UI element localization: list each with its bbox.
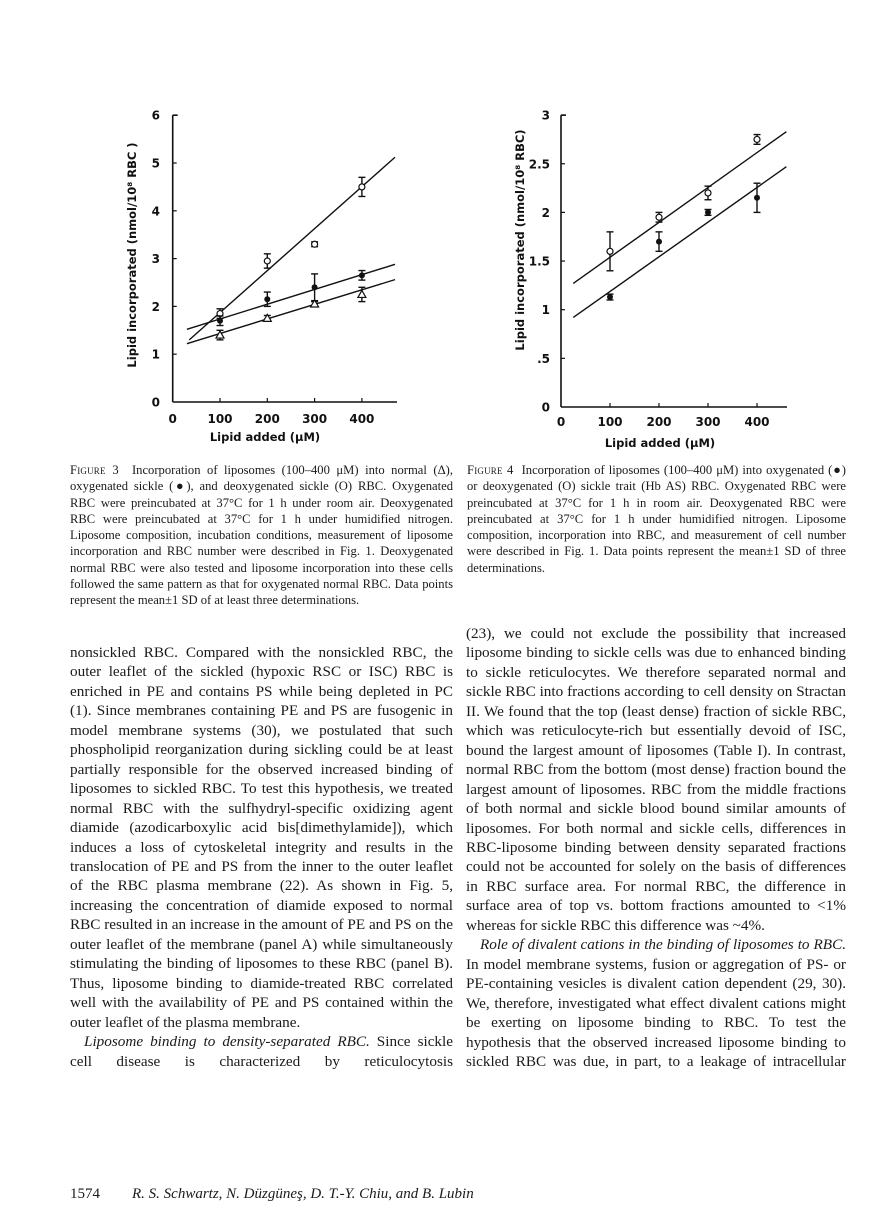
- y-axis-label: Lipid incorporated (nmol/10⁸ RBC ): [125, 142, 139, 368]
- regression-line: [573, 167, 786, 318]
- figure-3-caption-text: Incorporation of liposomes (100–400 μM) into normal (Δ), oxygenated sickle (●), and deoxygenated sickle (O) RBC. Oxygenated RBC were preincubated at 37°C for 1 h under room air. Deoxygenated RBC were preincubated at 37°C for 1 h under humidified nitrogen. Liposome composition, incubation conditions, measurement of liposome incorporation and RBC number were described in Fig. 1. Deoxygenated normal RBC were also tested and liposome incorporation into these cells followed the same pattern as that for oxygenated normal RBC. Data points represent the mean±1 SD of at least three determinations.: [70, 463, 454, 608]
- section-heading-divalent: Role of divalent cations in the binding of liposomes to RBC.: [480, 936, 846, 954]
- data-point-open-circle: [607, 248, 613, 254]
- data-point-filled-circle: [264, 296, 270, 302]
- right-paragraph-1: (23), we could not exclude the possibility that increased liposome binding to sickle cells was due to enhanced binding to sickle reticulocytes. We therefore separated normal and sickle RBC into fractions according to cell density on Stractan II. We found that the top (least dense) fraction of sickle RBC, which was reticulocyte-rich but essentially devoid of ISC, bound the largest amount of liposomes (Table I). In contrast, normal RBC from the bottom (most dense) fraction bound the largest amount of liposomes. RBC from the middle fractions of both normal and sickle blood bound similar amounts of liposomes. For both normal and sickle cells, differences in RBC-liposome binding between density separated fractions could not be accounted for solely on the basis of differences in RBC surface area. For normal RBC, the difference in surface area of top vs. bottom fractions amounted to <1% whereas for sickle RBC this difference was ~4%.: [466, 625, 846, 934]
- y-tick-label: 3: [151, 252, 160, 267]
- x-tick-label: 200: [254, 412, 280, 426]
- page-footer: [70, 1186, 474, 1203]
- x-axis-label: Lipid added (μM): [209, 430, 321, 444]
- y-tick-label: 1: [541, 303, 550, 318]
- figure-4-chart: [500, 100, 800, 460]
- y-tick-label: 3: [541, 108, 550, 123]
- data-point-triangle: [358, 290, 366, 297]
- figure-4-caption-text: Incorporation of liposomes (100–400 μM) into oxygenated (●) or deoxygenated (O) sickle trait (Hb AS) RBC. Oxygenated RBC were preincubated at 37°C for 1 h in room air. Deoxygenated RBC were preincubated at 37°C for 1 h under humidified nitrogen. Liposome composition, incorporation into RBC, and measurement of cell number were described in Fig. 1. Data points represent the mean±1 SD of three determinations.: [467, 463, 847, 575]
- y-tick-label: 6: [151, 108, 160, 123]
- left-paragraph-2-text: Since sickle cell disease is characterized by reticulocytosis: [70, 1033, 453, 1070]
- y-tick-label: 5: [151, 156, 160, 171]
- left-paragraph-1: nonsickled RBC. Compared with the nonsickled RBC, the outer leaflet of the sickled (hypoxic RSC or ISC) RBC is enriched in PE and contains PS while being depleted in PC (1). Since membranes containing PE and PS are fusogenic in model membrane systems (30), we postulated that such phospholipid reorganization during sickling could be at least partially responsible for the observed increased binding of liposomes to sickled RBC. To test this hypothesis, we treated normal RBC with the sulfhydryl-specific oxidizing agent diamide (azodicarboxylic acid bis[dimethylamide]), which induces a loss of cytoskeletal integrity and results in the translocation of PE and PS from the inner to the outer leaflet of the RBC plasma membrane (22). As shown in Fig. 5, increasing the concentration of diamide exposed to normal RBC resulted in an increase in the amount of PE and PS on the outer leaflet of the membrane (panel A) while simultaneously stimulating the binding of liposomes to these RBC (panel B). Thus, liposome binding to diamide-treated RBC correlated well with the availability of PE and PS contained within the outer leaflet of the plasma membrane.: [70, 644, 453, 1031]
- data-point-filled-circle: [607, 294, 613, 300]
- x-tick-label: 100: [207, 412, 233, 426]
- x-tick-label: 0: [168, 412, 177, 426]
- x-tick-label: 400: [349, 412, 375, 426]
- x-tick-label: 400: [744, 415, 770, 429]
- section-heading-density: Liposome binding to density-separated RBC.: [84, 1033, 370, 1051]
- left-column: [70, 643, 453, 1071]
- y-tick-label: 1.5: [528, 254, 550, 269]
- data-point-filled-circle: [705, 209, 711, 215]
- regression-line: [573, 132, 786, 284]
- data-point-open-circle: [754, 136, 760, 142]
- right-column: [466, 624, 846, 1071]
- x-tick-label: 0: [556, 415, 566, 429]
- x-tick-label: 100: [597, 415, 623, 429]
- y-tick-label: 0: [151, 395, 160, 410]
- figure-3-chart: [120, 100, 420, 450]
- y-tick-label: 4: [151, 204, 160, 219]
- y-tick-label: 1: [151, 347, 160, 362]
- y-axis-label: Lipid incorporated (nmol/10⁸ RBC): [513, 129, 527, 351]
- data-point-open-circle: [264, 258, 270, 264]
- figure-4-label: Figure 4: [467, 463, 514, 477]
- x-tick-label: 200: [646, 415, 672, 429]
- y-tick-label: .5: [537, 351, 550, 366]
- left-paragraph-2: [70, 1032, 453, 1071]
- data-point-filled-circle: [359, 272, 365, 278]
- x-axis-label: Lipid added (μM): [604, 436, 716, 450]
- data-point-filled-circle: [217, 318, 223, 324]
- data-point-open-circle: [656, 214, 662, 220]
- y-tick-label: 0: [541, 400, 550, 415]
- right-paragraph-2: [466, 935, 846, 1071]
- figure-3-label: Figure 3: [70, 463, 119, 477]
- data-point-filled-circle: [312, 284, 318, 290]
- figure-4-caption: [467, 462, 846, 576]
- x-tick-label: 300: [302, 412, 328, 426]
- y-tick-label: 2: [541, 205, 550, 220]
- figure-3-caption: [70, 462, 453, 609]
- page-number: 1574: [70, 1186, 100, 1202]
- data-point-open-circle: [359, 184, 365, 190]
- data-point-open-circle: [705, 190, 711, 196]
- data-point-filled-circle: [754, 195, 760, 201]
- data-point-open-circle: [312, 241, 318, 247]
- y-tick-label: 2: [151, 299, 160, 314]
- data-point-filled-circle: [656, 239, 662, 245]
- right-paragraph-2-text: In model membrane systems, fusion or aggregation of PS- or PE-containing vesicles is divalent cation dependent (29, 30). We, therefore, investigated what effect divalent cations might be exerting on liposome binding to RBC. To test the hypothesis that the observed increased liposome binding to sickled RBC was due, in part, to a leakage of intracellular: [466, 955, 846, 1070]
- y-tick-label: 2.5: [528, 157, 550, 172]
- x-tick-label: 300: [695, 415, 721, 429]
- running-authors: R. S. Schwartz, N. Düzgüneş, D. T.-Y. Chiu, and B. Lubin: [132, 1186, 474, 1202]
